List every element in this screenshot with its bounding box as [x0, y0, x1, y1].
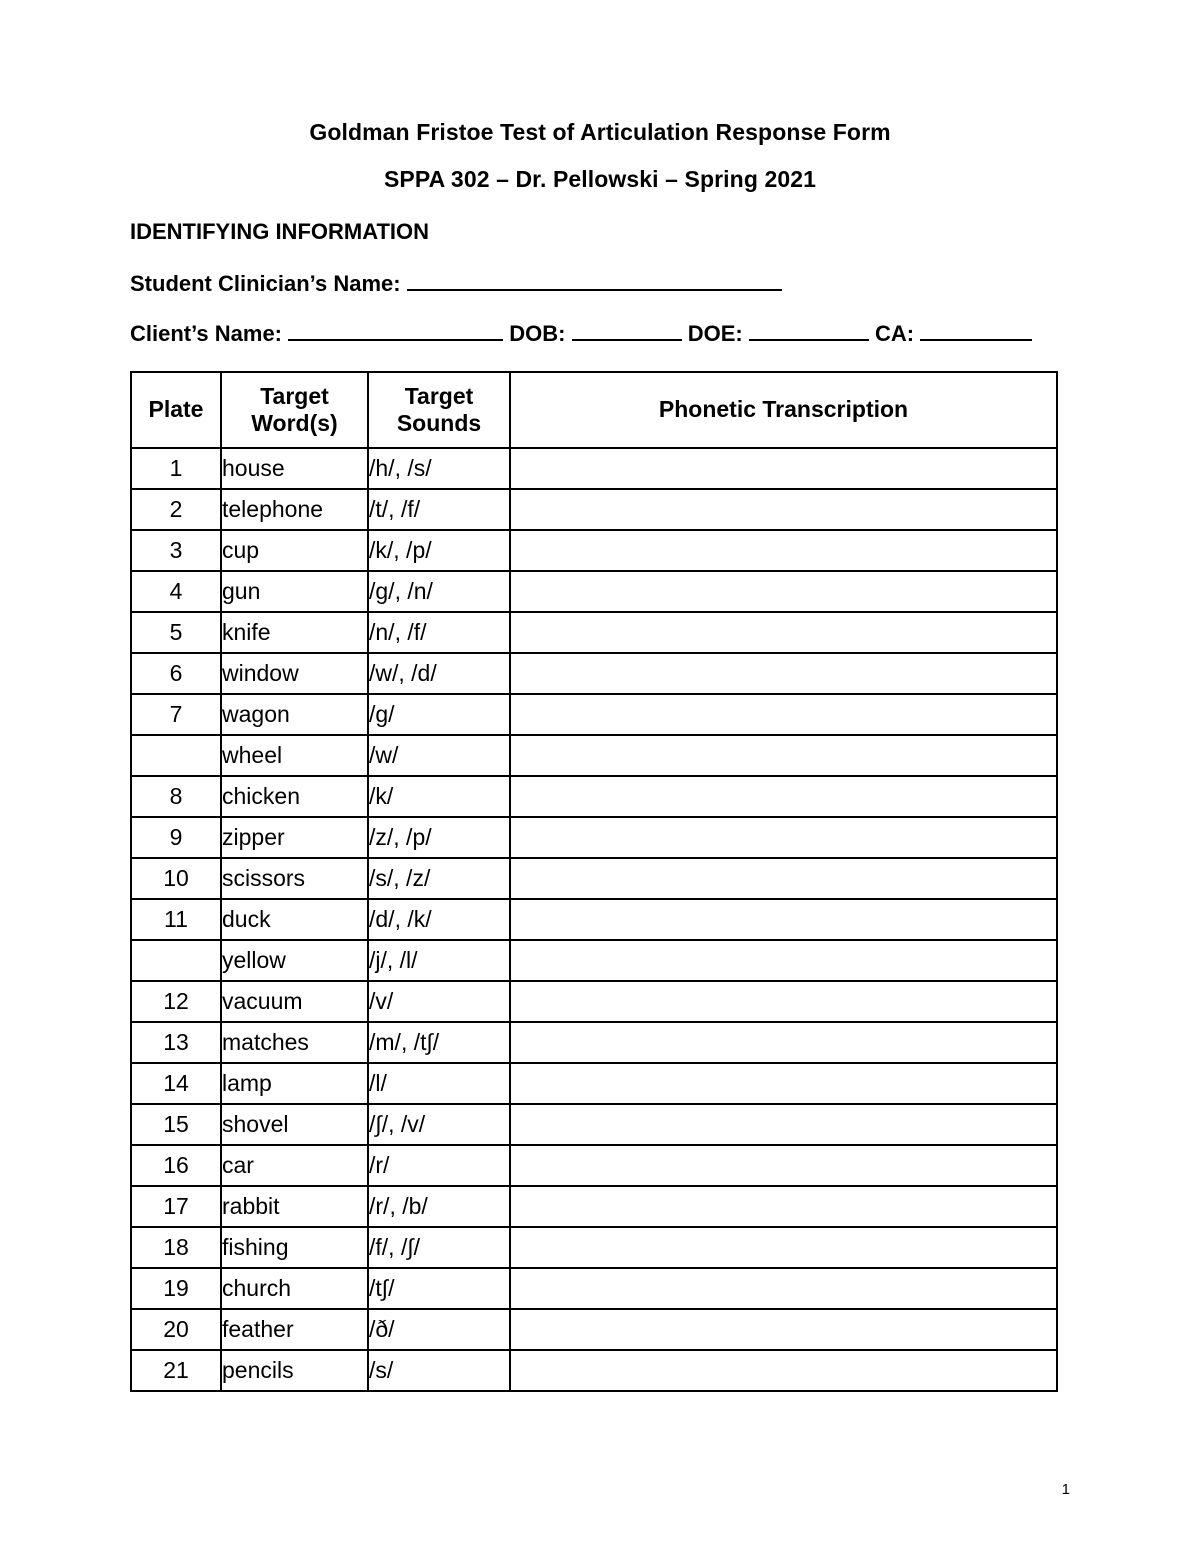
cell-phonetic-transcription[interactable]	[510, 530, 1057, 571]
cell-target-sounds: /j/, /l/	[368, 940, 510, 981]
cell-target-word: car	[221, 1145, 368, 1186]
ca-label: CA:	[874, 320, 915, 346]
table-row	[131, 1268, 1057, 1309]
cell-phonetic-transcription[interactable]	[510, 1309, 1057, 1350]
cell-target-word: gun	[221, 571, 368, 612]
cell-phonetic-transcription[interactable]	[510, 981, 1057, 1022]
cell-plate: 13	[131, 1022, 221, 1063]
table-row	[131, 571, 1057, 612]
cell-phonetic-transcription[interactable]	[510, 1227, 1057, 1268]
column-header-target-sounds: Target Sounds	[368, 372, 510, 448]
table-row	[131, 448, 1057, 489]
cell-target-sounds: /t∫/	[368, 1268, 510, 1309]
cell-plate: 1	[131, 448, 221, 489]
cell-phonetic-transcription[interactable]	[510, 571, 1057, 612]
cell-target-sounds: /g/	[368, 694, 510, 735]
cell-phonetic-transcription[interactable]	[510, 899, 1057, 940]
table-row	[131, 858, 1057, 899]
cell-target-word: cup	[221, 530, 368, 571]
cell-plate: 9	[131, 817, 221, 858]
cell-plate: 3	[131, 530, 221, 571]
cell-target-word: wagon	[221, 694, 368, 735]
table-row	[131, 612, 1057, 653]
cell-phonetic-transcription[interactable]	[510, 1063, 1057, 1104]
cell-target-sounds: /t/, /f/	[368, 489, 510, 530]
cell-target-word: shovel	[221, 1104, 368, 1145]
cell-target-sounds: /k/, /p/	[368, 530, 510, 571]
articulation-response-table	[130, 371, 1058, 1392]
dob-input[interactable]	[572, 339, 682, 341]
client-name-input[interactable]	[288, 339, 503, 341]
cell-target-sounds: /f/, /∫/	[368, 1227, 510, 1268]
doe-input[interactable]	[749, 339, 869, 341]
cell-target-sounds: /v/	[368, 981, 510, 1022]
cell-phonetic-transcription[interactable]	[510, 858, 1057, 899]
cell-plate: 17	[131, 1186, 221, 1227]
cell-target-sounds: /h/, /s/	[368, 448, 510, 489]
cell-target-sounds: /r/, /b/	[368, 1186, 510, 1227]
cell-target-sounds: /r/	[368, 1145, 510, 1186]
cell-plate: 10	[131, 858, 221, 899]
cell-target-word: duck	[221, 899, 368, 940]
cell-target-word: zipper	[221, 817, 368, 858]
cell-target-word: house	[221, 448, 368, 489]
cell-phonetic-transcription[interactable]	[510, 489, 1057, 530]
column-header-target-word: Target Word(s)	[221, 372, 368, 448]
cell-target-sounds: /d/, /k/	[368, 899, 510, 940]
clinician-name-input[interactable]	[407, 289, 782, 291]
dob-label: DOB:	[509, 320, 566, 346]
cell-phonetic-transcription[interactable]	[510, 612, 1057, 653]
table-row	[131, 1063, 1057, 1104]
table-row	[131, 1145, 1057, 1186]
cell-target-sounds: /k/	[368, 776, 510, 817]
cell-phonetic-transcription[interactable]	[510, 776, 1057, 817]
table-row	[131, 1104, 1057, 1145]
cell-target-sounds: /n/, /f/	[368, 612, 510, 653]
cell-plate: 7	[131, 694, 221, 735]
cell-plate: 8	[131, 776, 221, 817]
cell-phonetic-transcription[interactable]	[510, 694, 1057, 735]
cell-phonetic-transcription[interactable]	[510, 653, 1057, 694]
cell-plate: 12	[131, 981, 221, 1022]
table-row	[131, 940, 1057, 981]
cell-target-word: yellow	[221, 940, 368, 981]
clinician-name-field-line	[130, 271, 1070, 297]
cell-phonetic-transcription[interactable]	[510, 817, 1057, 858]
cell-target-sounds: /ð/	[368, 1309, 510, 1350]
cell-target-word: scissors	[221, 858, 368, 899]
cell-phonetic-transcription[interactable]	[510, 1186, 1057, 1227]
cell-target-sounds: /w/	[368, 735, 510, 776]
cell-target-sounds: /g/, /n/	[368, 571, 510, 612]
client-name-label: Client’s Name:	[130, 320, 283, 346]
cell-plate: 20	[131, 1309, 221, 1350]
document-subtitle: SPPA 302 – Dr. Pellowski – Spring 2021	[383, 166, 817, 193]
page-number: 1	[1061, 1481, 1070, 1498]
cell-plate: 14	[131, 1063, 221, 1104]
table-row	[131, 489, 1057, 530]
cell-plate: 21	[131, 1350, 221, 1391]
table-row	[131, 530, 1057, 571]
table-row	[131, 694, 1057, 735]
cell-target-sounds: /z/, /p/	[368, 817, 510, 858]
cell-target-word: feather	[221, 1309, 368, 1350]
table-row	[131, 735, 1057, 776]
cell-target-sounds: /s/, /z/	[368, 858, 510, 899]
cell-target-sounds: /∫/, /v/	[368, 1104, 510, 1145]
cell-plate: 15	[131, 1104, 221, 1145]
clinician-name-label: Student Clinician’s Name:	[130, 270, 401, 296]
cell-plate: 19	[131, 1268, 221, 1309]
section-heading-identifying-information: IDENTIFYING INFORMATION	[130, 218, 430, 244]
cell-phonetic-transcription[interactable]	[510, 940, 1057, 981]
cell-plate: 2	[131, 489, 221, 530]
cell-phonetic-transcription[interactable]	[510, 448, 1057, 489]
column-header-phonetic-transcription: Phonetic Transcription	[510, 372, 1057, 448]
cell-target-word: fishing	[221, 1227, 368, 1268]
cell-target-sounds: /m/, /t∫/	[368, 1022, 510, 1063]
cell-target-word: vacuum	[221, 981, 368, 1022]
cell-plate: 16	[131, 1145, 221, 1186]
cell-target-sounds: /l/	[368, 1063, 510, 1104]
cell-phonetic-transcription[interactable]	[510, 1268, 1057, 1309]
table-row	[131, 1186, 1057, 1227]
cell-phonetic-transcription[interactable]	[510, 1145, 1057, 1186]
cell-plate: 4	[131, 571, 221, 612]
cell-target-word: lamp	[221, 1063, 368, 1104]
cell-plate: 5	[131, 612, 221, 653]
table-row	[131, 1309, 1057, 1350]
cell-target-sounds: /w/, /d/	[368, 653, 510, 694]
table-row	[131, 776, 1057, 817]
ca-input[interactable]	[920, 339, 1032, 341]
cell-phonetic-transcription[interactable]	[510, 1350, 1057, 1391]
cell-plate: 18	[131, 1227, 221, 1268]
cell-phonetic-transcription[interactable]	[510, 735, 1057, 776]
cell-plate	[131, 940, 221, 981]
cell-target-word: church	[221, 1268, 368, 1309]
cell-target-word: window	[221, 653, 368, 694]
cell-target-word: rabbit	[221, 1186, 368, 1227]
table-row	[131, 899, 1057, 940]
client-info-field-line	[130, 321, 1070, 347]
cell-target-word: pencils	[221, 1350, 368, 1391]
table-header-row	[131, 372, 1057, 448]
cell-phonetic-transcription[interactable]	[510, 1104, 1057, 1145]
cell-target-sounds: /s/	[368, 1350, 510, 1391]
table-header	[131, 372, 1057, 448]
doe-label: DOE:	[687, 320, 743, 346]
table-row	[131, 981, 1057, 1022]
table-row	[131, 653, 1057, 694]
table-row	[131, 1022, 1057, 1063]
cell-target-word: wheel	[221, 735, 368, 776]
table-body	[131, 448, 1057, 1391]
table-row	[131, 817, 1057, 858]
cell-target-word: knife	[221, 612, 368, 653]
table-row	[131, 1227, 1057, 1268]
cell-target-word: matches	[221, 1022, 368, 1063]
cell-target-word: telephone	[221, 489, 368, 530]
table-row	[131, 1350, 1057, 1391]
cell-phonetic-transcription[interactable]	[510, 1022, 1057, 1063]
column-header-plate: Plate	[131, 372, 221, 448]
cell-target-word: chicken	[221, 776, 368, 817]
cell-plate: 11	[131, 899, 221, 940]
cell-plate: 6	[131, 653, 221, 694]
cell-plate	[131, 735, 221, 776]
document-title: Goldman Fristoe Test of Articulation Response Form	[309, 119, 891, 145]
